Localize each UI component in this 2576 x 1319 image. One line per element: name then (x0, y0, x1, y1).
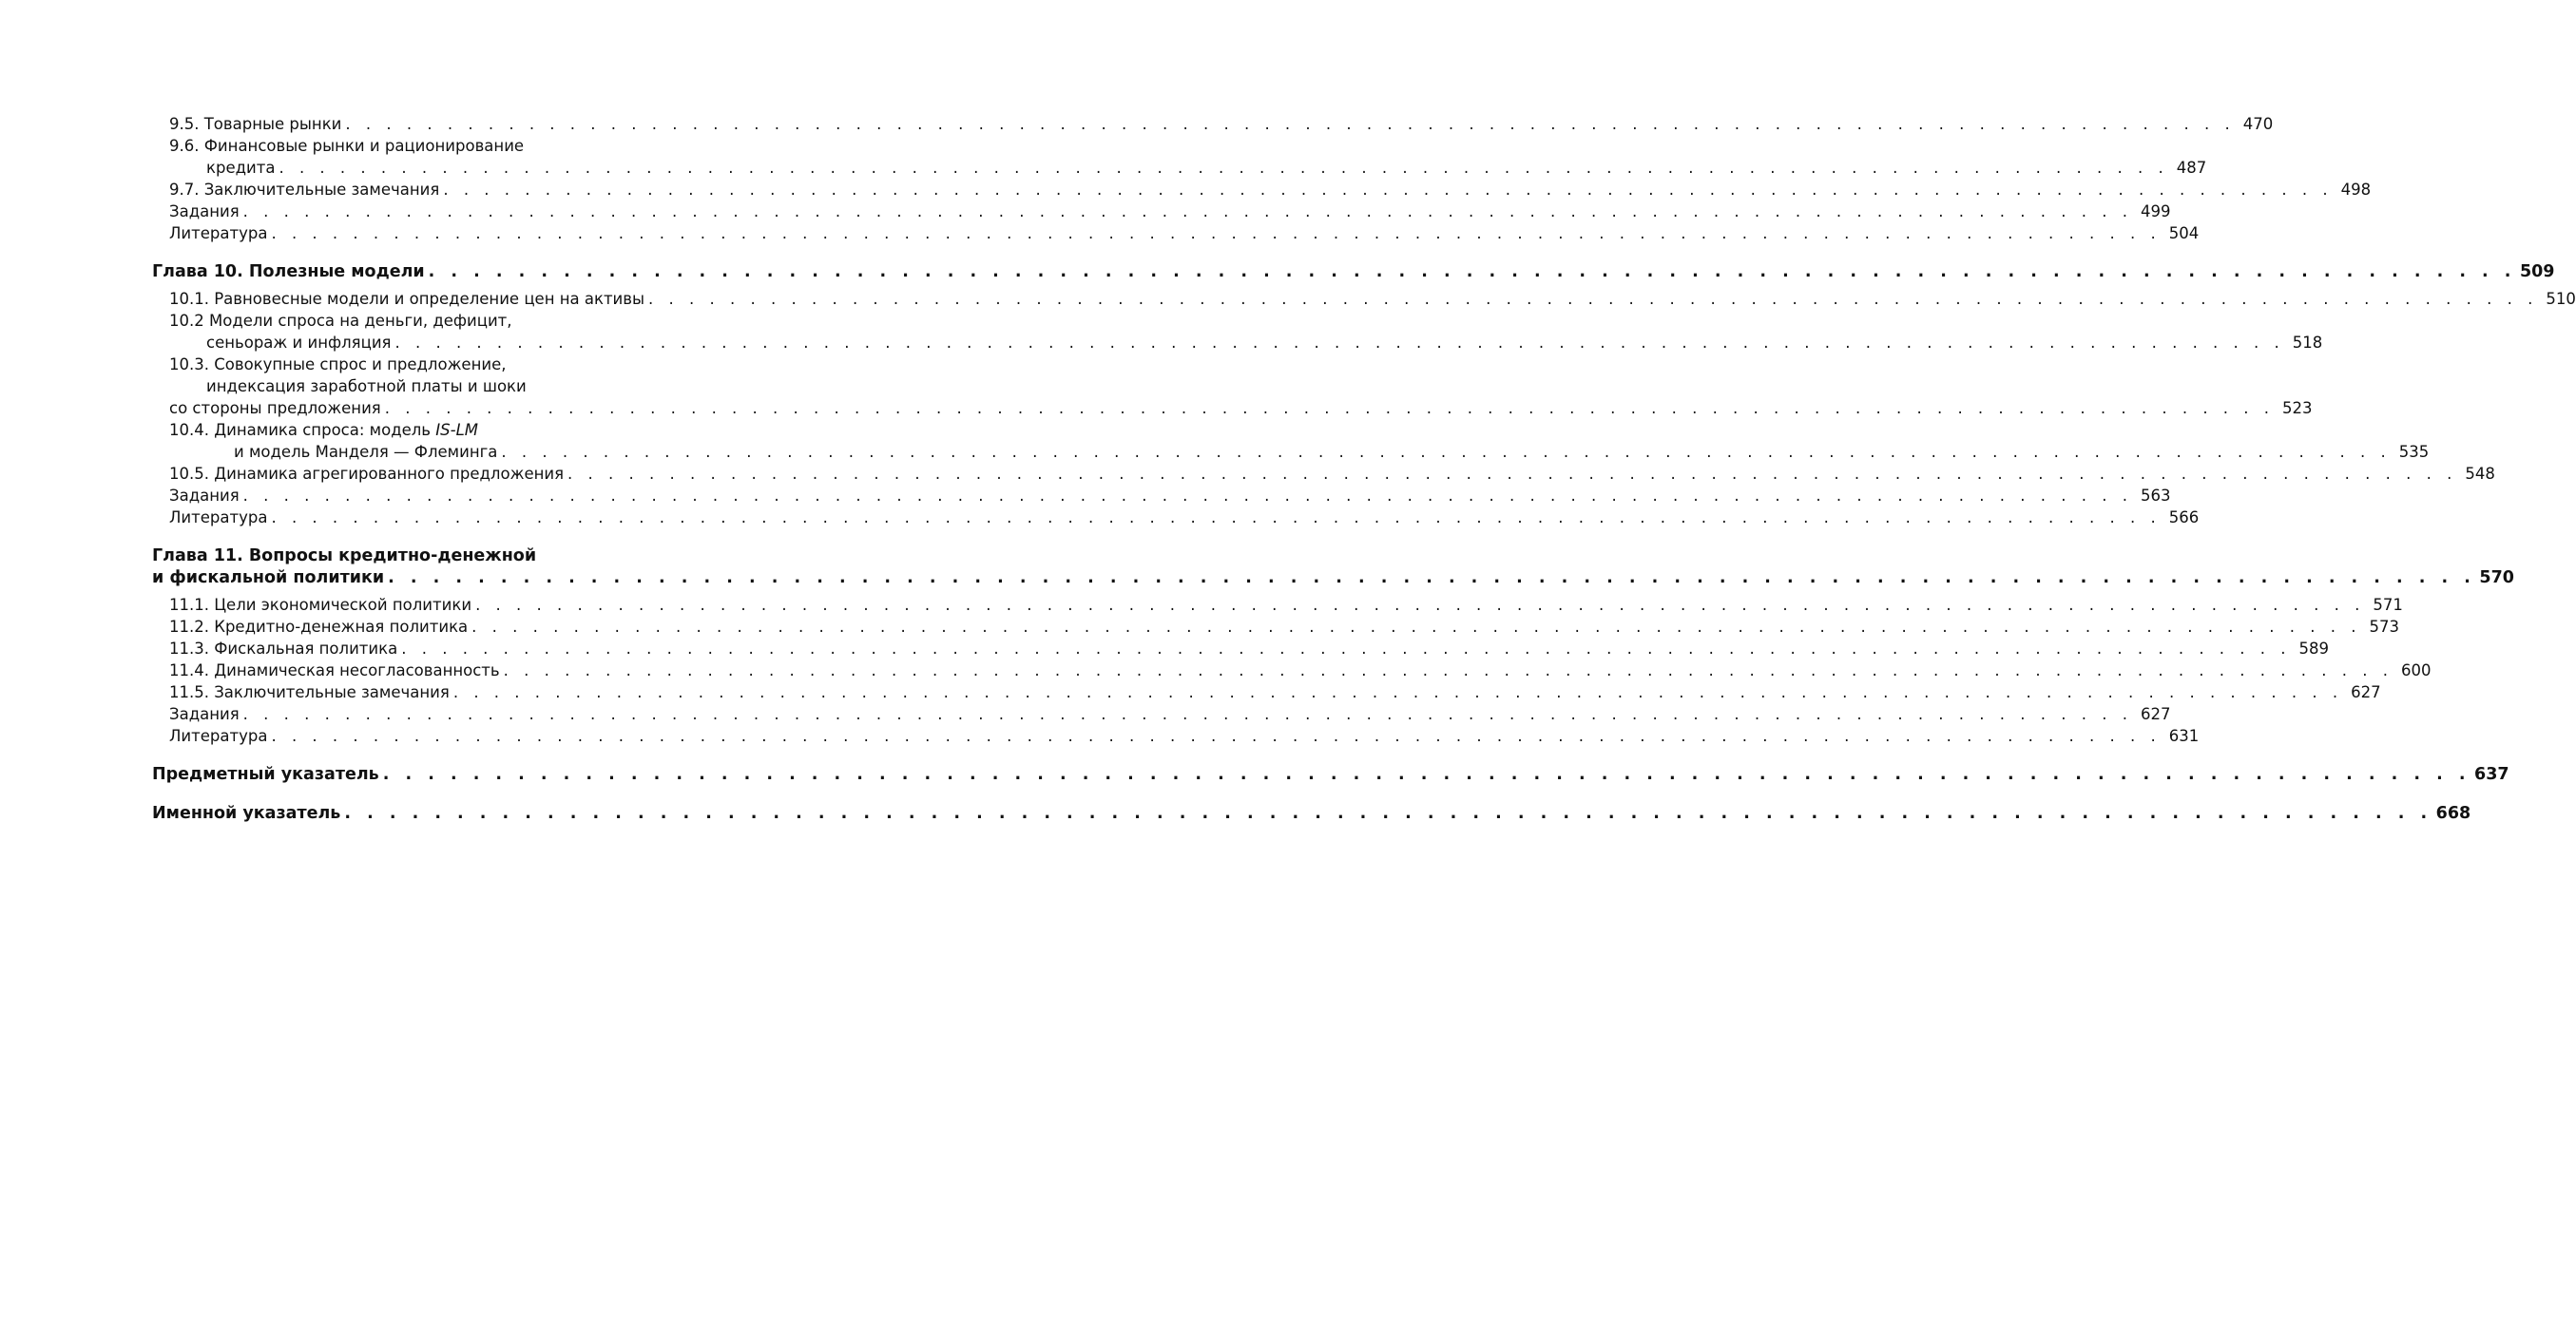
toc-entry-title: 11.1. Цели экономической политики (169, 596, 472, 614)
dot-leader: . . . . . . . . . . . . . . . . . . . . . . . . . . . . . . . . . . . . . . . . . . . . . . . . . . . . . . . . . . . . . . . . . . . . . . . . . . . . . . . . . . . . . . . . . . . . . (388, 568, 2476, 587)
toc-entry-9-5[interactable] (152, 113, 2274, 135)
dot-leader: . . . . . . . . . . . . . . . . . . . . . . . . . . . . . . . . . . . . . . . . . . . . . . . . . . . . . . . . . . . . . . . . . . . . . . . . . . . . . . . . . . . . . . . . . . . . . (394, 334, 2285, 352)
dot-leader: . . . . . . . . . . . . . . . . . . . . . . . . . . . . . . . . . . . . . . . . . . . . . . . . . . . . . . . . . . . . . . . . . . . . . . . . . . . . . . . . . . . . . . . . . . . . . (428, 262, 2516, 281)
toc-entry-10-4-line2[interactable] (152, 441, 2430, 463)
toc-entry-title: Литература (169, 508, 268, 526)
toc-entry-page: 504 (2168, 224, 2200, 242)
dot-leader: . . . . . . . . . . . . . . . . . . . . . . . . . . . . . . . . . . . . . . . . . . . . . . . . . . . . . . . . . . . . . . . . . . . . . . . . . . . . . . . . . . . . . . . . . . . . . (471, 618, 2361, 636)
toc-entry-title: сеньораж и инфляция (206, 334, 392, 352)
toc-entry-page: 571 (2373, 596, 2403, 614)
chapter-title: Глава 10. Полезные модели (152, 262, 425, 281)
toc-entry-10-3-line1[interactable] (152, 354, 816, 375)
dot-leader: . . . . . . . . . . . . . . . . . . . . . . . . . . . . . . . . . . . . . . . . . . . . . . . . . . . . . . . . . . . . . . . . . . . . . . . . . . . . . . . . . . . . . . . . . . . . . (401, 640, 2292, 658)
toc-entry-9-6-line2[interactable] (152, 157, 2207, 179)
dot-leader: . . . . . . . . . . . . . . . . . . . . . . . . . . . . . . . . . . . . . . . . . . . . . . . . . . . . . . . . . . . . . . . . . . . . . . . . . . . . . . . . . . . . . . . . . . . . . (271, 224, 2162, 242)
toc-entry-title: 11.5. Заключительные замечания (169, 683, 450, 701)
toc-entry-10-3-line2[interactable] (152, 375, 816, 397)
dot-leader: . . . . . . . . . . . . . . . . . . . . . . . . . . . . . . . . . . . . . . . . . . . . . . . . . . . . . . . . . . . . . . . . . . . . . . . . . . . . . . . . . . . . . . . . . . . . . (271, 727, 2162, 745)
toc-entry-title: 9.5. Товарные рынки (169, 115, 342, 133)
toc-entry-10-2-line1[interactable] (152, 310, 816, 332)
toc-entry-title: Литература (169, 727, 268, 745)
toc-entry-10-3-line3[interactable] (152, 397, 2313, 419)
toc-entry-10-5[interactable] (152, 463, 2495, 485)
toc-entry-page: 627 (2140, 705, 2171, 723)
dot-leader: . . . . . . . . . . . . . . . . . . . . . . . . . . . . . . . . . . . . . . . . . . . . . . . . . . . . . . . . . . . . . . . . . . . . . . . . . . . . . . . . . . . . . . . . . . . . . (242, 705, 2133, 723)
toc-entry-title-part: 10.4. Динамика спроса: модель (169, 421, 436, 439)
toc-entry-title: 10.5. Динамика агрегированного предложения (169, 465, 565, 483)
chapter-page: 509 (2519, 262, 2555, 281)
toc-chapter-10[interactable] (152, 261, 2555, 283)
toc-entry-10-literature[interactable] (152, 507, 2200, 528)
chapter-title: Глава 11. Вопросы кредитно-денежной (152, 546, 537, 565)
toc-entry-page: 600 (2400, 661, 2432, 679)
toc-entry-page: 487 (2176, 159, 2207, 177)
toc-entry-title: 11.2. Кредитно-денежная политика (169, 618, 469, 636)
dot-leader: . . . . . . . . . . . . . . . . . . . . . . . . . . . . . . . . . . . . . . . . . . . . . . . . . . . . . . . . . . . . . . . . . . . . . . . . . . . . . . . . . . . . . . . . . . . . . (279, 159, 2169, 177)
toc-entry-title: 10.3. Совокупные спрос и предложение, (169, 355, 507, 373)
toc-entry-page: 470 (2242, 115, 2274, 133)
chapter-page: 637 (2474, 765, 2509, 784)
toc-entry-page: 573 (2369, 618, 2399, 636)
toc-entry-title: 10.2 Модели спроса на деньги, дефицит, (169, 312, 512, 330)
toc-entry-11-literature[interactable] (152, 725, 2200, 747)
toc-entry-title: 11.4. Динамическая несогласованность (169, 661, 500, 679)
toc-entry-title: 11.3. Фискальная политика (169, 640, 398, 658)
toc-entry-10-1[interactable] (152, 288, 2576, 310)
toc-entry-page: 589 (2298, 640, 2330, 658)
toc-entry-title: Задания (169, 705, 240, 723)
toc-entry-page: 627 (2351, 683, 2381, 701)
chapter-title: Предметный указатель (152, 765, 379, 784)
toc-subject-index[interactable] (152, 764, 2509, 786)
dot-leader: . . . . . . . . . . . . . . . . . . . . . . . . . . . . . . . . . . . . . . . . . . . . . . . . . . . . . . . . . . . . . . . . . . . . . . . . . . . . . . . . . . . . . . . . . . . . . (443, 181, 2334, 199)
toc-entry-9-literature[interactable] (152, 222, 2200, 244)
toc-entry-page: 510 (2546, 290, 2576, 308)
toc-entry-11-1[interactable] (152, 594, 2403, 616)
table-of-contents (152, 113, 2576, 825)
toc-entry-title: Задания (169, 202, 240, 220)
toc-entry-9-7[interactable] (152, 179, 2372, 201)
toc-entry-9-tasks[interactable] (152, 201, 2171, 222)
dot-leader: . . . . . . . . . . . . . . . . . . . . . . . . . . . . . . . . . . . . . . . . . . . . . . . . . . . . . . . . . . . . . . . . . . . . . . . . . . . . . . . . . . . . . . . . . . . . . (503, 661, 2393, 679)
toc-entry-11-4[interactable] (152, 660, 2432, 681)
toc-entry-11-tasks[interactable] (152, 703, 2171, 725)
toc-entry-page: 535 (2398, 443, 2430, 461)
dot-leader: . . . . . . . . . . . . . . . . . . . . . . . . . . . . . . . . . . . . . . . . . . . . . . . . . . . . . . . . . . . . . . . . . . . . . . . . . . . . . . . . . . . . . . . . . . . . . (475, 596, 2365, 614)
dot-leader: . . . . . . . . . . . . . . . . . . . . . . . . . . . . . . . . . . . . . . . . . . . . . . . . . . . . . . . . . . . . . . . . . . . . . . . . . . . . . . . . . . . . . . . . . . . . . (242, 487, 2133, 505)
toc-entry-title: индексация заработной платы и шоки (206, 377, 527, 395)
dot-leader: . . . . . . . . . . . . . . . . . . . . . . . . . . . . . . . . . . . . . . . . . . . . . . . . . . . . . . . . . . . . . . . . . . . . . . . . . . . . . . . . . . . . . . . . . . . . . (345, 115, 2236, 133)
toc-entry-11-2[interactable] (152, 616, 2399, 638)
toc-entry-10-tasks[interactable] (152, 485, 2171, 507)
toc-entry-title: со стороны предложения (169, 399, 381, 417)
toc-chapter-11-line1[interactable] (152, 545, 816, 567)
dot-leader: . . . . . . . . . . . . . . . . . . . . . . . . . . . . . . . . . . . . . . . . . . . . . . . . . . . . . . . . . . . . . . . . . . . . . . . . . . . . . . . . . . . . . . . . . . . . . (567, 465, 2457, 483)
toc-entry-title: кредита (206, 159, 276, 177)
toc-name-index[interactable] (152, 803, 2471, 825)
toc-entry-page: 523 (2282, 399, 2313, 417)
toc-entry-11-5[interactable] (152, 681, 2381, 703)
toc-entry-page: 548 (2465, 465, 2495, 483)
chapter-page: 570 (2479, 568, 2514, 587)
dot-leader: . . . . . . . . . . . . . . . . . . . . . . . . . . . . . . . . . . . . . . . . . . . . . . . . . . . . . . . . . . . . . . . . . . . . . . . . . . . . . . . . . . . . . . . . . . . . . (242, 202, 2133, 220)
dot-leader: . . . . . . . . . . . . . . . . . . . . . . . . . . . . . . . . . . . . . . . . . . . . . . . . . . . . . . . . . . . . . . . . . . . . . . . . . . . . . . . . . . . . . . . . . . . . . (501, 443, 2392, 461)
toc-entry-page: 498 (2340, 181, 2372, 199)
toc-entry-title: Задания (169, 487, 240, 505)
dot-leader: . . . . . . . . . . . . . . . . . . . . . . . . . . . . . . . . . . . . . . . . . . . . . . . . . . . . . . . . . . . . . . . . . . . . . . . . . . . . . . . . . . . . . . . . . . . . . (452, 683, 2343, 701)
toc-entry-title: 9.7. Заключительные замечания (169, 181, 440, 199)
toc-entry-title: и модель Манделя — Флеминга (234, 443, 498, 461)
dot-leader: . . . . . . . . . . . . . . . . . . . . . . . . . . . . . . . . . . . . . . . . . . . . . . . . . . . . . . . . . . . . . . . . . . . . . . . . . . . . . . . . . . . . . . . . . . . . . (384, 399, 2275, 417)
toc-entry-title: Литература (169, 224, 268, 242)
toc-entry-title-italic: IS-LM (435, 421, 479, 439)
dot-leader: . . . . . . . . . . . . . . . . . . . . . . . . . . . . . . . . . . . . . . . . . . . . . . . . . . . . . . . . . . . . . . . . . . . . . . . . . . . . . . . . . . . . . . . . . . . . . (344, 804, 2432, 823)
toc-entry-title (169, 419, 478, 441)
toc-entry-page: 631 (2168, 727, 2200, 745)
toc-entry-page: 518 (2292, 334, 2323, 352)
toc-entry-page: 566 (2168, 508, 2200, 526)
dot-leader: . . . . . . . . . . . . . . . . . . . . . . . . . . . . . . . . . . . . . . . . . . . . . . . . . . . . . . . . . . . . . . . . . . . . . . . . . . . . . . . . . . . . . . . . . . . . . (382, 765, 2471, 784)
chapter-title: Именной указатель (152, 804, 341, 823)
chapter-page: 668 (2435, 804, 2471, 823)
toc-entry-11-3[interactable] (152, 638, 2330, 660)
toc-entry-10-4-line1[interactable] (152, 419, 816, 441)
toc-chapter-11-line2[interactable] (152, 567, 2514, 589)
toc-entry-title: 10.1. Равновесные модели и определение цен на активы (169, 290, 645, 308)
toc-entry-page: 499 (2140, 202, 2171, 220)
dot-leader: . . . . . . . . . . . . . . . . . . . . . . . . . . . . . . . . . . . . . . . . . . . . . . . . . . . . . . . . . . . . . . . . . . . . . . . . . . . . . . . . . . . . . . . . . . . . . (648, 290, 2538, 308)
toc-entry-10-2-line2[interactable] (152, 332, 2323, 354)
toc-entry-page: 563 (2140, 487, 2171, 505)
toc-entry-title: 9.6. Финансовые рынки и рационирование (169, 137, 525, 155)
toc-entry-9-6-line1[interactable] (152, 135, 816, 157)
chapter-title: и фискальной политики (152, 568, 385, 587)
dot-leader: . . . . . . . . . . . . . . . . . . . . . . . . . . . . . . . . . . . . . . . . . . . . . . . . . . . . . . . . . . . . . . . . . . . . . . . . . . . . . . . . . . . . . . . . . . . . . (271, 508, 2162, 526)
